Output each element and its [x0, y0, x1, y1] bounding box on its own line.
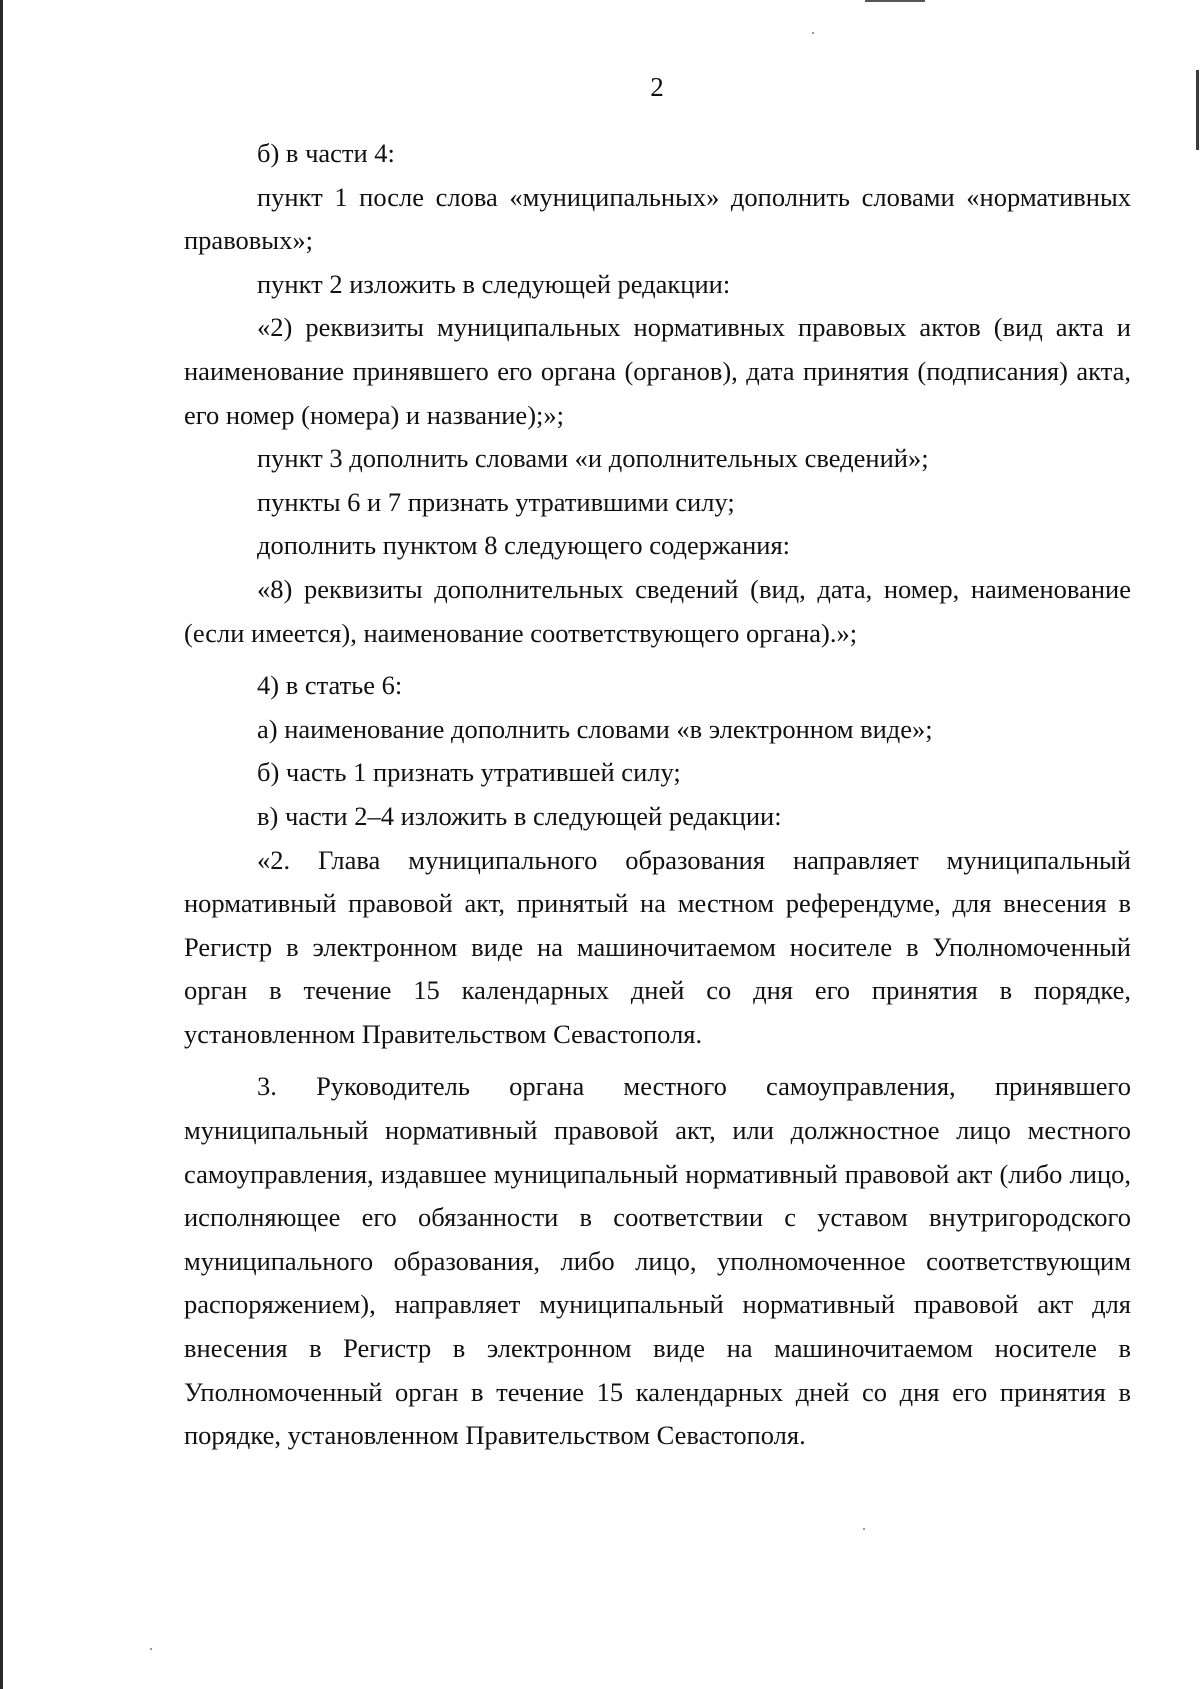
document-body: [184, 132, 1131, 1458]
paragraph: б) часть 1 признать утратившей силу;: [257, 757, 681, 788]
paragraph: в) части 2–4 изложить в следующей редакции:: [257, 800, 782, 831]
scan-speck: [863, 1528, 865, 1530]
paragraph: «2) реквизиты муниципальных нормативных правовых актов (вид акта и наименование принявшего его органа (органов), дата принятия (подписания) акта, его номер (номера) и название);»;: [184, 312, 1131, 430]
scan-speck: [812, 32, 814, 34]
paragraph: пункт 3 дополнить словами «и дополнительных сведений»;: [257, 443, 929, 474]
paragraph: пункт 2 изложить в следующей редакции:: [257, 268, 731, 299]
paragraph: 3. Руководитель органа местного самоуправления, принявшего муниципальный нормативный правовой акт, или должностное лицо местного самоуправления, издавшее муниципальный нормативный правовой акт (либо лицо, исполняющее его обязанности в соответствии с уставом внутригородского муниципального образования, либо лицо, уполномоченное соответствующим распоряжением), направляет муниципальный нормативный правовой акт для внесения в Регистр в электронном виде на машиночитаемом носителе в Уполномоченный орган в течение 15 календарных дней со дня его принятия в порядке, установленном Правительством Севастополя.: [184, 1071, 1131, 1451]
scan-border-left: [0, 0, 3, 1689]
paragraph: б) в части 4:: [257, 138, 395, 168]
paragraph: «8) реквизиты дополнительных сведений (вид, дата, номер, наименование (если имеется), наименование соответствующего органа).»;: [184, 573, 1131, 648]
paragraph: пункты 6 и 7 признать утратившими силу;: [257, 486, 735, 517]
paragraph: пункт 1 после слова «муниципальных» дополнить словами «нормативных правовых»;: [184, 181, 1131, 256]
paragraph: а) наименование дополнить словами «в электронном виде»;: [257, 713, 933, 744]
page-number: 2: [650, 72, 664, 102]
paragraph: «2. Глава муниципального образования направляет муниципальный нормативный правовой акт, принятый на местном референдуме, для внесения в Регистр в электронном виде на машиночитаемом носителе в Уполномоченный орган в течение 15 календарных дней со дня его принятия в порядке, установленном Правительством Севастополя.: [184, 844, 1131, 1049]
paragraph: 4) в статье 6:: [257, 670, 403, 701]
scan-border-top: [865, 0, 925, 2]
scan-speck: [150, 1648, 152, 1650]
paragraph: дополнить пунктом 8 следующего содержания:: [257, 530, 790, 561]
